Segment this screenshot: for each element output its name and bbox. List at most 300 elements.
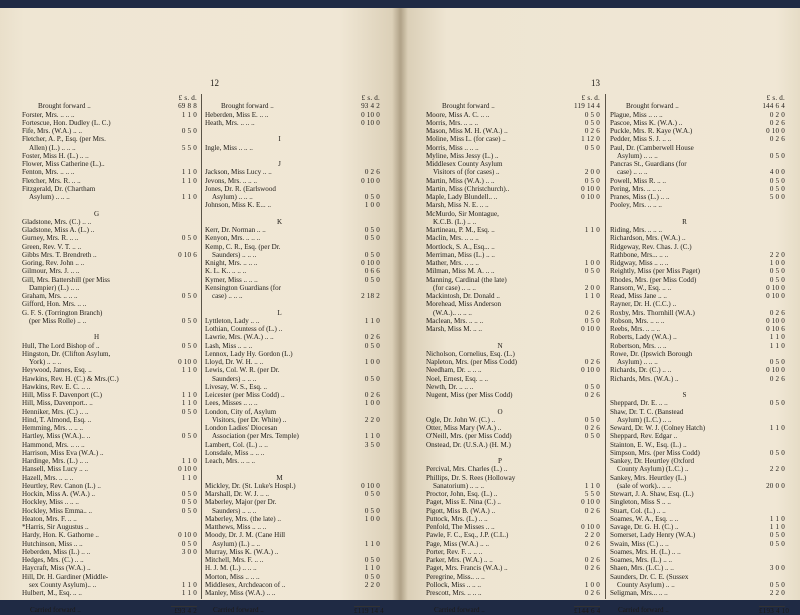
entry-name: Shaen, Mrs. (L.C.) .. .. [610,564,674,573]
entry-amount [354,465,380,473]
subscriber-entry [610,424,785,432]
entry-name: Sheppard, Rev. Edgar .. [610,432,678,441]
entry-name: Jackson, Miss Lucy .. .. [205,168,272,177]
entry-amount [759,441,785,449]
entry-amount: 1 0 0 [364,201,380,210]
entry-name: Visitors of (for cases) .. [433,168,500,177]
entry-name: Hutchinson, Miss .. .. [22,539,83,548]
entry-amount [354,300,380,308]
entry-amount: 0 5 0 [584,143,600,152]
entry-amount [354,424,380,432]
right-page-column-2 [610,94,790,615]
subscriber-entry [205,523,380,531]
entry-amount: 0 5 0 [181,234,197,243]
entry-amount: 0 5 0 [364,490,380,498]
subscriber-entry [426,144,600,152]
entry-name: Hedges, Mrs. (C.) .. .. [22,556,84,564]
right-page-number: 13 [591,78,600,88]
entry-amount [759,474,785,482]
section-letter [205,474,380,482]
entry-name [205,127,354,135]
entry-name [205,210,354,218]
entry-name: Ingle, Miss .. .. .. [205,143,253,152]
entry-amount: 0 5 0 [584,267,600,276]
entry-name: Manley, Miss (W.A.) .. .. [205,589,276,597]
entry-name: Saunders) .. .. .. [212,374,257,383]
entry-amount: 1 1 0 [364,539,380,548]
entry-name: Paget, Miss E. Nina (C.) .. [426,498,501,507]
entry-name: Brought forward .. [221,102,274,111]
entry-amount: 1 1 0 [769,514,785,523]
entry-amount [759,350,785,358]
subscriber-entry [205,119,380,127]
entry-amount: 0 10 0 [361,176,380,185]
subscriber-entry [610,300,785,308]
entry-amount [354,135,380,143]
entry-amount: 1 1 0 [181,473,197,482]
subscriber-entry [610,548,785,556]
subscriber-entry [22,581,197,589]
entry-name: Hill, Miss, Davenport.. .. [22,399,93,408]
section-letter [205,218,380,226]
brought-forward-row [22,102,197,110]
entry-name: Leicester (per Miss Codd) .. [205,391,285,399]
entry-amount: 0 2 6 [584,556,600,564]
entry-amount: 0 10 0 [581,184,600,193]
entry-amount [354,408,380,416]
entry-name: Penfold, The Misses .. .. [426,523,495,531]
subscriber-entry [205,597,380,605]
subscriber-entry [205,111,380,119]
entry-name: Asylum) .. .. .. [617,151,658,160]
entry-name: H. J. M. (L.) .. .. .. [205,564,257,573]
entry-amount: 0 10 0 [581,193,600,201]
entry-name: Asylum) (L.) .. .. [212,539,261,548]
subscriber-entry [610,284,785,292]
entry-amount: 0 5 0 [769,580,785,589]
entry-name: Parker, Mrs. (W.A.) .. .. [426,556,493,564]
entry-name: Carried forward .. [618,605,669,614]
subscriber-entry [610,449,785,457]
entry-amount: 1 0 0 [769,259,785,267]
entry-amount [574,597,600,605]
subscriber-entry [22,317,197,325]
section-letter [610,218,785,226]
subscriber-entry [205,152,380,160]
entry-amount [759,160,785,168]
entry-amount: 0 10 0 [581,325,600,333]
entry-amount: 1 1 0 [181,176,197,185]
entry-amount: 0 10 6 [178,250,197,259]
entry-amount: 1 1 0 [181,168,197,177]
subscriber-entry [610,333,785,341]
subscriber-entry [610,201,785,209]
subscriber-entry [610,515,785,523]
entry-name [610,383,759,391]
entry-amount [354,498,380,506]
entry-amount [354,160,380,168]
entry-amount: 0 10 0 [361,481,380,490]
entry-amount [759,556,785,564]
subscriber-entry [22,119,197,127]
entry-name: Gladstone, Mrs. (C.) .. .. [22,217,92,226]
subscriber-entry [205,350,380,358]
subscriber-entry [426,498,600,506]
subscriber-entry [426,111,600,119]
entry-name: K.C.B. (L.) .. .. [433,217,477,226]
entry-name: Association (per Mrs. Temple) [212,432,299,441]
subscriber-entry [610,531,785,539]
entry-name: L [277,308,282,317]
entry-amount: 1 1 0 [181,589,197,597]
entry-name: Pollock, Miss .. .. .. [426,580,481,589]
entry-name: Flower, Miss Catherine (L.).. [22,160,105,168]
entry-name: Plague, Miss .. .. .. [610,110,663,119]
entry-name: Morton, Miss .. .. .. [205,572,260,581]
entry-name: Saunders) .. .. .. [212,250,257,259]
entry-amount: 144 6 4 [762,102,785,111]
subscriber-entry [426,597,600,605]
entry-name [426,597,574,605]
entry-amount: 0 10 0 [361,259,380,267]
subscriber-entry [610,243,785,251]
entry-name: Pedder, Miss S. J. .. .. [610,135,672,144]
entry-amount [759,416,785,424]
subscriber-entry [610,226,785,234]
subscriber-entry [426,300,600,308]
entry-name: O'Neill, Mrs. (per Miss Codd) [426,432,512,441]
subscriber-entry [205,226,380,234]
entry-name: Robson, Mrs. .. .. .. [610,316,665,325]
subscriber-entry [610,358,785,366]
entry-amount [759,498,785,506]
entry-amount: 0 5 0 [769,275,785,284]
entry-amount: 0 5 0 [584,382,600,391]
entry-name: Soames, W. A., Esq. .. .. [610,514,679,523]
entry-name: Reightly, Miss (per Miss Paget) [610,267,700,276]
entry-amount [171,573,197,581]
entry-name: Asylum) .. .. .. [617,358,658,366]
entry-amount: £ s. d. [766,94,785,102]
entry-name: Asylum) .. .. .. [29,193,70,201]
entry-name: Visitors, (per Dr. White) .. [212,415,287,424]
entry-amount [574,243,600,251]
entry-name: Swain, Miss (C.) .. .. [610,539,669,548]
entry-name: Rhodes, Mrs. (per Miss Codd) [610,275,697,284]
entry-name: R [682,217,687,226]
entry-amount [354,152,380,160]
entry-amount [574,350,600,358]
entry-amount: 1 12 0 [581,135,600,144]
subscriber-entry [426,465,600,473]
subscriber-entry [426,383,600,391]
subscriber-entry [610,251,785,259]
entry-name: Paget, Mrs. Francis (W.A.) .. [426,564,508,573]
subscriber-entry [205,243,380,251]
entry-amount: 0 5 0 [584,176,600,185]
entry-amount: 0 2 6 [584,564,600,573]
entry-amount [574,449,600,457]
subscriber-entry [22,267,197,275]
entry-amount: 1 1 0 [181,580,197,589]
entry-name: Morris, Miss .. .. .. [426,143,479,152]
entry-name: Middlesex, Archdeacon of .. [205,580,286,589]
entry-name: Pering, Mrs. .. .. .. [610,184,662,193]
entry-name: Roxby, Mrs. Thornhill (W.A.) [610,308,695,317]
entry-name: Hull, The Lord Bishop of .. [22,341,100,350]
subscriber-entry [426,350,600,358]
entry-amount: 5 5 0 [181,143,197,152]
section-letter [426,342,600,350]
subscriber-entry [426,490,600,498]
entry-amount [171,597,197,605]
entry-amount: 0 5 0 [181,341,197,350]
entry-amount: 0 5 0 [364,226,380,234]
subscriber-entry [22,111,197,119]
entry-name: H [93,333,100,342]
subscriber-entry [610,507,785,515]
entry-amount: 0 5 0 [181,292,197,300]
entry-name: Jones, Dr. R. (Earlswood [205,184,276,193]
entry-amount [574,160,600,168]
entry-name [205,94,354,102]
entry-amount: 1 0 0 [364,514,380,523]
entry-name: Rowe, Dr. (Ipswich Borough [610,349,693,358]
entry-amount [171,267,197,275]
subscriber-entry [205,573,380,581]
entry-name: G. F. S. (Torrington Branch) [22,308,103,317]
subscriber-entry [205,564,380,572]
entry-amount [574,548,600,556]
entry-amount: 1 0 0 [364,399,380,408]
entry-amount [171,515,197,523]
entry-name: Martin, Miss (W.A.) .. .. [426,176,495,185]
entry-amount [759,408,785,416]
entry-name: *Harris, Sir Augustus .. [22,523,89,531]
entry-name: Hill, Miss F. Davenport (C.) [22,391,103,399]
subscriber-entry [205,210,380,218]
entry-amount: 1 1 0 [181,457,197,465]
subscriber-entry [610,523,785,531]
subscriber-entry [610,540,785,548]
entry-name: Fletcher, A. P., Esq. (per Mrs. [22,135,106,144]
subscriber-entry [22,309,197,317]
subscriber-entry [610,168,785,176]
subscriber-entry [205,168,380,176]
subscriber-entry [22,185,197,193]
entry-amount: 0 10 0 [581,366,600,375]
entry-amount: 0 5 0 [584,110,600,119]
entry-amount [759,383,785,391]
subscriber-entry [610,177,785,185]
section-letter [22,210,197,218]
subscriber-entry [610,457,785,465]
entry-name: Green, Rev. V. T. .. .. [22,242,82,251]
subscriber-entry [426,168,600,176]
entry-name: Lewis, Col. W. R. (per Dr. [205,366,280,375]
entry-amount [574,515,600,523]
entry-name [610,94,759,102]
entry-name: Foster, Miss H. (L.) .. .. [22,151,89,160]
entry-name: Mortlock, S. A., Esq... .. [426,242,495,251]
entry-name: Middlesex County Asylum [426,160,503,168]
subscriber-entry [205,391,380,399]
subscriber-entry [426,193,600,201]
entry-name: Hardinge, Mrs. (L.) .. .. [22,457,89,465]
entry-name: Kemp, C. R., Esq. (per Dr. [205,242,281,251]
entry-name: Sanatorium) .. .. .. [433,481,485,490]
entry-amount [171,556,197,564]
entry-name: McMurdo, Sir Montague, [426,209,499,218]
entry-amount: £144 6 4 [574,606,601,615]
entry-amount [354,185,380,193]
entry-name: Hingston, Dr. (Clifton Asylum, [22,349,111,358]
subscriber-entry [205,375,380,383]
entry-name [610,210,759,218]
entry-amount [171,218,197,226]
entry-amount [759,218,785,226]
entry-amount: 0 5 0 [769,267,785,276]
subscriber-entry [426,127,600,135]
entry-name: Graham, Mrs. .. .. .. [22,292,78,300]
entry-amount: 0 10 0 [766,283,785,292]
subscriber-entry [610,342,785,350]
subscriber-entry [22,383,197,391]
entry-amount: 2 2 0 [769,250,785,259]
entry-name: Sheppard, Dr. E. .. .. [610,399,668,408]
entry-name: Fenton, Mrs. .. .. .. [22,168,75,177]
subscriber-entry [205,581,380,589]
subscriber-entry [22,531,197,539]
entry-amount: 1 1 0 [769,424,785,432]
subscriber-entry [426,185,600,193]
entry-name: case) .. .. .. [212,292,243,300]
entry-amount [759,597,785,605]
entry-amount [574,408,600,416]
subscriber-entry [205,515,380,523]
subscriber-entry [610,127,785,135]
subscriber-entry [610,317,785,325]
subscriber-entry [426,292,600,300]
entry-amount [574,251,600,259]
entry-name: Carried forward .. [434,605,485,614]
subscriber-entry [22,507,197,515]
subscriber-entry [22,540,197,548]
subscriber-entry [205,457,380,465]
subscriber-entry [205,276,380,284]
left-page-column-2 [205,94,384,615]
entry-name: Soames, Mrs. H. (L.) .. .. [610,547,681,556]
entry-name: Pranes, Miss (L.) .. .. [610,193,670,201]
entry-name: Gilmour, Mrs. J. .. .. [22,267,80,276]
entry-name [205,152,354,160]
entry-name: Hardy, Hon. K. Gathorne .. [22,531,99,540]
subscriber-entry [22,457,197,465]
subscriber-entry [22,482,197,490]
entry-name: Saunders) .. .. .. [212,506,257,515]
subscriber-entry [22,284,197,292]
entry-amount: 2 18 2 [361,292,380,300]
entry-name: Pooley, Mrs. .. .. .. [610,201,662,210]
subscriber-entry [205,317,380,325]
subscriber-entry [426,234,600,242]
left-page-column-1 [22,94,197,614]
entry-name: I [278,135,281,144]
entry-name: Shaw, Dr. T. C. (Banstead [610,407,684,416]
entry-amount [354,366,380,374]
entry-amount: 1 1 0 [769,341,785,350]
entry-name: (per Miss Rolle) .. .. [29,316,87,325]
subscriber-entry [610,160,785,168]
entry-amount: 0 5 0 [181,316,197,325]
subscriber-entry [426,210,600,218]
entry-amount: 0 5 0 [769,539,785,548]
subscriber-entry [426,317,600,325]
entry-amount [354,449,380,457]
right-page-column-1 [426,94,600,614]
subscriber-entry [22,391,197,399]
subscriber-entry [426,152,600,160]
entry-amount [759,144,785,152]
subscriber-entry [426,135,600,143]
section-letter [426,408,600,416]
entry-name: K [276,217,283,226]
entry-name: Mason, Miss M. H. (W.A.) .. [426,127,508,135]
entry-amount: 4 0 0 [769,168,785,177]
subscriber-entry [22,201,197,209]
entry-name: Fitzgerald, Dr. (Chartham [22,184,96,193]
entry-amount: 0 5 0 [769,358,785,366]
entry-amount: 1 1 0 [769,523,785,531]
entry-amount [759,548,785,556]
entry-amount: 0 5 0 [364,341,380,350]
entry-amount: £93 4 2 [171,606,197,614]
entry-name: Gurney, Mrs. R. .. .. [22,234,79,243]
entry-name: Maberley, Major (per Dr. [205,498,277,507]
entry-amount [171,210,197,218]
entry-amount: 0 2 6 [584,539,600,548]
entry-amount: 0 10 0 [178,465,197,474]
subscriber-entry [610,267,785,275]
subscriber-entry [205,342,380,350]
entry-amount: 0 2 6 [584,358,600,366]
entry-amount [574,234,600,242]
entry-name: Robertson, Mrs. .. .. [610,341,667,350]
subscriber-entry [22,300,197,308]
entry-name: Matthews, Miss .. .. .. [205,523,267,531]
entry-name: Kensington Guardians (for [205,283,282,292]
entry-name: K. L. K.. .. .. .. [205,267,247,276]
entry-name: Hind, T. Almond, Esq. .. [22,415,92,424]
entry-amount: 0 5 0 [769,184,785,193]
section-letter [426,457,600,465]
subscriber-entry [426,309,600,317]
entry-name: Savage, Dr. G. H. (C.) .. [610,523,679,531]
subscriber-entry [610,144,785,152]
entry-amount: 0 5 0 [181,432,197,441]
subscriber-entry [426,259,600,267]
entry-amount: £ s. d. [178,94,197,102]
entry-amount [354,474,380,482]
left-page [0,8,399,615]
entry-name: sex County Asylum).. .. [29,580,97,589]
carried-forward-row [426,606,600,614]
subscriber-entry [610,111,785,119]
entry-amount: 5 5 0 [584,490,600,498]
subscriber-entry [205,333,380,341]
subscriber-entry [22,342,197,350]
entry-amount [759,507,785,515]
